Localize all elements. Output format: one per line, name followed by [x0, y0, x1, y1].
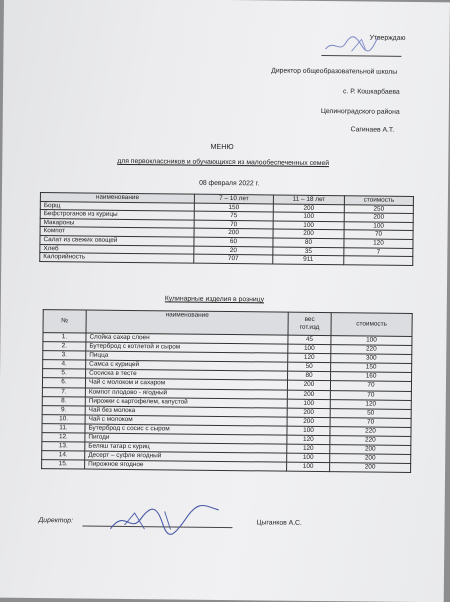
approver-position: Директор общеобразовательной школы: [271, 67, 398, 76]
table-cell: Слойка сахар слоен: [86, 333, 288, 344]
table-cell: 200: [330, 454, 411, 464]
column-header: стоимость: [344, 196, 413, 205]
table-cell: 75: [194, 211, 273, 220]
table-cell: 200: [344, 213, 413, 222]
table-cell: 7.: [42, 387, 85, 397]
table-cell: 80: [273, 238, 344, 247]
table-cell: Бутерброд с котлетой и сыром: [86, 342, 288, 353]
table-cell: 160: [331, 372, 412, 382]
page-title: МЕНЮ: [210, 141, 234, 152]
table-cell: Макароны: [40, 218, 194, 228]
table-cell: 100: [287, 453, 330, 463]
table-cell: Компот плодово - ягодный: [85, 388, 287, 399]
table-cell: 120: [287, 444, 330, 454]
table-cell: Десерт – суфле ягодный: [85, 451, 287, 462]
table-cell: [344, 256, 413, 265]
table-cell: 15.: [42, 460, 85, 470]
table-cell: 220: [330, 436, 411, 446]
table-cell: 100: [331, 336, 412, 346]
column-header: наименование: [86, 310, 288, 335]
table-cell: Хлеб: [40, 244, 194, 254]
table-cell: 707: [194, 254, 273, 263]
table-cell: 250: [344, 204, 413, 213]
table-cell: Борщ: [40, 201, 194, 211]
table-cell: 2.: [43, 342, 86, 352]
table-cell: 200: [273, 204, 344, 213]
table-cell: Чай без молока: [85, 406, 287, 417]
retail-table: [41, 309, 413, 473]
table-cell: 220: [331, 345, 412, 355]
table-cell: 100: [287, 426, 330, 436]
table-cell: 45: [288, 335, 331, 345]
table-cell: Салат из свежих овощей: [40, 236, 194, 246]
table-cell: 120: [330, 399, 411, 409]
table-cell: 100: [287, 462, 330, 472]
table-cell: Калорийность: [40, 253, 194, 263]
column-header: 11 – 18 лет: [273, 195, 344, 204]
director-label: Директор:: [38, 517, 74, 525]
approve-label: Утверждаю: [369, 34, 406, 42]
table-cell: Пицца: [86, 351, 288, 362]
table-cell: 200: [273, 229, 344, 238]
column-header: стоимость: [331, 313, 412, 337]
column-header: 7 – 10 лет: [194, 194, 273, 203]
table-cell: 3.: [43, 351, 86, 361]
table-cell: Бефстроганов из курицы: [40, 210, 194, 220]
table-cell: 120: [287, 435, 330, 445]
table-cell: 150: [331, 363, 412, 373]
table-cell: 200: [330, 445, 411, 455]
table-cell: 120: [344, 239, 413, 248]
table-cell: 200: [287, 417, 330, 427]
table-cell: 100: [344, 222, 413, 231]
table-cell: Пигоди: [85, 433, 287, 444]
table-cell: 50: [288, 362, 331, 372]
table-cell: 60: [194, 237, 273, 246]
district-name: Целиноградского района: [320, 107, 400, 116]
table-cell: Чай с молоком: [85, 415, 287, 426]
table-cell: 20: [194, 246, 273, 255]
column-header: вес гот.изд: [288, 312, 331, 335]
table-cell: 100: [288, 344, 331, 354]
table-cell: 200: [287, 390, 330, 400]
table-cell: 120: [288, 353, 331, 363]
table-cell: 12.: [42, 433, 85, 443]
director-name: Цыганков А.С.: [256, 519, 302, 527]
table-cell: Беляш татар с куриц: [85, 442, 287, 453]
column-header: №: [43, 310, 86, 333]
table-cell: 80: [288, 372, 331, 382]
table-cell: 70: [330, 417, 411, 427]
table-cell: 70: [194, 220, 273, 229]
table-cell: 220: [330, 427, 411, 437]
table-cell: 13.: [42, 442, 85, 452]
table-cell: Пирожки с картофелем, капустой: [85, 397, 287, 408]
table-cell: 100: [273, 212, 344, 221]
table-cell: 10.: [42, 414, 85, 424]
table-cell: 300: [331, 354, 412, 364]
table-cell: 5.: [43, 369, 86, 379]
table-cell: Сосиска в тесте: [86, 369, 288, 380]
table-cell: 6.: [42, 378, 85, 388]
column-header: наименование: [40, 193, 194, 203]
table-cell: 70: [330, 390, 411, 400]
table-cell: 200: [330, 463, 411, 473]
table-cell: 4.: [43, 360, 86, 370]
menu-table: [39, 192, 414, 266]
table-cell: 70: [344, 230, 413, 239]
school-name: с. Р. Кошкарбаева: [343, 88, 400, 96]
table-cell: 200: [194, 229, 273, 238]
table-cell: Компот: [40, 227, 194, 237]
table-cell: 8.: [42, 396, 85, 406]
director-signature: [104, 499, 224, 545]
table-cell: 1.: [43, 333, 86, 343]
table-cell: 100: [287, 399, 330, 409]
menu-date: 08 февраля 2022 г.: [199, 179, 260, 188]
table-cell: 200: [287, 381, 330, 391]
table-cell: 7: [344, 247, 413, 256]
approver-name: Сагинаев А.Т.: [350, 126, 395, 134]
table-cell: Самса с курицей: [86, 360, 288, 371]
table-cell: 911: [273, 255, 344, 264]
table-cell: 100: [273, 221, 344, 230]
table-cell: 35: [273, 247, 344, 256]
page-subtitle: для первоклассников и обучающихся из малообеспеченных семей: [117, 157, 330, 168]
table-cell: 9.: [42, 405, 85, 415]
table-cell: 150: [194, 203, 273, 212]
table-cell: 70: [330, 381, 411, 391]
table-cell: 14.: [42, 451, 85, 461]
table-cell: Пирожное ягодное: [85, 460, 287, 471]
table-cell: Чай с молоком и сахаром: [85, 379, 287, 390]
retail-section-title: Кулинарные изделия в розницу: [164, 295, 265, 304]
table-cell: 200: [287, 408, 330, 418]
table-cell: 50: [330, 408, 411, 418]
table-cell: Бутерброд с сосис с сыром: [85, 424, 287, 435]
table-cell: 11.: [42, 424, 85, 434]
